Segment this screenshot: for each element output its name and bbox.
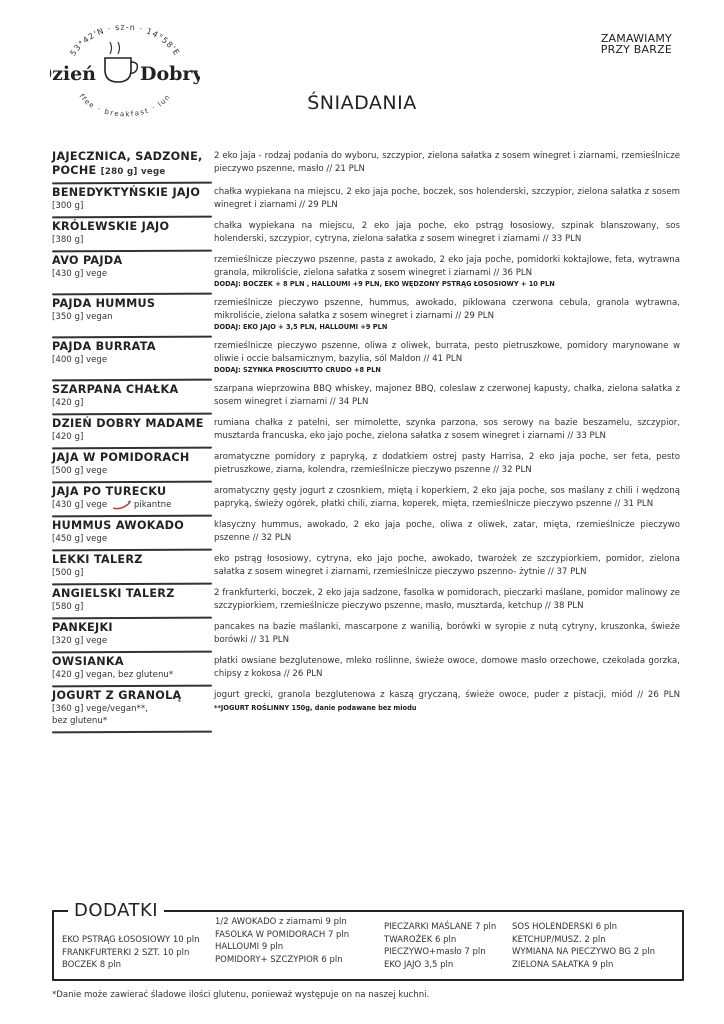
order-at-bar-note [601, 33, 672, 55]
gluten-footnote: *Danie może zawierać śladowe ilości glutenu, ponieważ występuje on na naszej kuchni. [52, 990, 430, 1000]
item-separator [52, 481, 212, 484]
dish-name: SZARPANA CHAŁKA [52, 383, 179, 396]
item-separator [52, 413, 212, 416]
dish-weight-line-2: bez glutenu* [52, 716, 108, 726]
dodatki-column-1 [62, 934, 200, 972]
item-separator [52, 336, 212, 339]
dish-description-text: 2 frankfurterki, boczek, 2 eko jaja sadzone, fasolka w pomidorach, pieczarki maślane, pomidor malinowy ze szczypiorkiem, rzemieślnicze pieczywo pszenne, masło, musztarda, ketchup // 38 PLN [214, 588, 680, 611]
menu-item-left [52, 587, 212, 613]
order-line-2: PRZY BARZE [600, 43, 672, 56]
item-separator [52, 447, 212, 450]
dish-description [214, 150, 680, 178]
dish-name: OWSIANKA [52, 655, 124, 668]
dish-description-text: szarpana wieprzowina BBQ whiskey, majonez BBQ, coleslaw z czerwonej kapusty, chałka, zielona sałatka z sosem winegret i ziarnami // 34 PLN [214, 384, 680, 407]
item-separator [52, 731, 212, 734]
dish-description [214, 383, 680, 409]
dish-weight: [580 g] [52, 602, 84, 612]
dish-weight: [500 g] [52, 568, 84, 578]
menu-item-left [52, 186, 212, 212]
menu-item [52, 689, 680, 735]
dish-description-text: jogurt grecki, granola bezglutenowa z kaszą gryczaną, świeże owoce, puder z pistacji, miód // 26 PLN [214, 690, 680, 700]
dish-description-text: płatki owsiane bezglutenowe, mleko roślinne, świeże owoce, domowe masło orzechowe, czekolada gorzka, chipsy z kokosa // 26 PLN [214, 656, 680, 679]
dish-weight: [280 g] vege [100, 167, 166, 177]
dish-name: KRÓLEWSKIE JAJO [52, 220, 170, 233]
item-separator [52, 549, 212, 552]
item-separator [52, 617, 212, 620]
dish-description [214, 587, 680, 613]
dish-name: PAJDA BURRATA [52, 340, 156, 353]
dish-weight: [350 g] vegan [52, 312, 113, 322]
page-title: ŚNIADANIA [307, 92, 417, 114]
svg-text:Dzień: zień [52, 63, 96, 85]
menu-item [52, 186, 680, 220]
menu-item-left [52, 150, 212, 178]
menu-item [52, 553, 680, 587]
dish-addons: DODAJ: EKO JAJO + 3,5 PLN, HALLOUMI +9 PLN [214, 323, 388, 331]
dodatki-column-3 [384, 921, 496, 971]
menu-item [52, 340, 680, 383]
dish-name: DZIEŃ DOBRY MADAME [52, 417, 204, 430]
menu-item [52, 150, 680, 186]
dish-name: BENEDYKTYŃSKIE JAJO [52, 186, 201, 199]
menu-item [52, 655, 680, 689]
dish-weight: [420 g] [52, 398, 84, 408]
dish-description [214, 220, 680, 246]
menu-item-left [52, 340, 212, 375]
dish-name: HUMMUS AWOKADO [52, 519, 185, 532]
dish-weight: [360 g] vege/vegan**, [52, 704, 148, 714]
dish-name: PAJDA HUMMUS [52, 297, 156, 310]
dodatki-column-2 [215, 916, 349, 966]
item-separator [52, 250, 212, 253]
dish-weight: [420 g] [52, 432, 84, 442]
dish-name: JAJA PO TURECKU [52, 485, 167, 498]
item-separator [52, 515, 212, 518]
dish-description-text: chałka wypiekana na miejscu, 2 eko jaja poche, eko pstrąg łososiowy, szpinak blanszowany, sos holenderski, szczypior, cytryna, zielona sałatka z sosem winegret i ziarnami // 33 PLN [214, 221, 680, 244]
dish-description-text: rzemieślnicze pieczywo pszenne, pasta z awokado, 2 eko jaja poche, pomidorki koktajlowe, feta, wytrawna granola, mikroliście, zielona sałatka z sosem winegret i ziarnami // 36 PLN [214, 255, 680, 278]
menu-item [52, 485, 680, 519]
addon-item: BOCZEK 8 pln [62, 960, 122, 970]
svg-text:coffee · breakfast · lunch: ffee · breakfast · lun [77, 92, 173, 119]
dish-description-text: eko pstrąg łososiowy, cytryna, eko jajo poche, awokado, twarożek ze szczypiorkiem, pomidor, zielona sałatka z sosem winegret i ziarnami, rzemieślnicze pieczywo pszenno- żytnie // 37 PLN [214, 554, 680, 577]
addon-item: SOS HOLENDERSKI 6 pln [512, 922, 617, 932]
dish-description-text: pancakes na bazie maślanki, mascarpone z wanilią, borówki w syropie z nutą cytryny, kruszonka, świeże borówki // 31 PLN [214, 622, 680, 645]
addon-item: KETCHUP/MUSZ. 2 pln [512, 934, 606, 945]
dish-description-text: chałka wypiekana na miejscu, 2 eko jaja poche, boczek, sos holenderski, szczypior, zielona sałatka z sosem winegret i ziarnami // 29 PLN [214, 187, 680, 210]
menu-item-left [52, 485, 212, 511]
dish-name: ANGIELSKI TALERZ [52, 587, 175, 600]
svg-text:Dobry: Dobry [140, 63, 200, 85]
menu-list [52, 150, 680, 735]
menu-item [52, 383, 680, 417]
addon-item: TWAROŻEK 6 pln [384, 934, 457, 945]
menu-item [52, 621, 680, 655]
addon-item: POMIDORY+ SZCZYPIOR 6 pln [215, 954, 343, 965]
dish-description-text: 2 eko jaja - rodzaj podania do wyboru, szczypior, zielona sałatka z sosem winegret i ziarnami, rzemieślnicze pieczywo pszenne, masło // 21 PLN [214, 151, 680, 174]
menu-item [52, 587, 680, 621]
dodatki-box [52, 900, 684, 981]
dish-description-text: aromatyczny gęsty jogurt z czosnkiem, miętą i koperkiem, 2 eko jaja poche, sos maślany z chili i wędzoną papryką, świeży ogórek, płatki chili, ziarna, koperek, mięta, rzemieślnicze pieczywo pszenne // 31 PLN [214, 486, 680, 509]
menu-item-left [52, 297, 212, 332]
dish-description-text: rzemieślnicze pieczywo pszenne, oliwa z oliwek, burrata, pesto pietruszkowe, pomidory marynowane w oliwie i occie balsamicznym, bazylia, sól Maldon // 41 PLN [214, 341, 680, 364]
dish-name-line-2: POCHE [280 g] vege [52, 164, 166, 177]
dish-weight: [400 g] vege [52, 355, 108, 365]
menu-item-left [52, 451, 212, 477]
dodatki-column-4 [512, 921, 655, 971]
menu-item-left [52, 553, 212, 579]
dish-description [214, 297, 680, 332]
item-separator [52, 182, 212, 185]
addon-item: 1/2 AWOKADO z ziarnami 9 pln [215, 917, 347, 927]
addon-item: FASOLKA W POMIDORACH 7 pln [215, 929, 350, 940]
menu-item [52, 254, 680, 297]
menu-item-left [52, 220, 212, 246]
dish-name: PANKEJKI [52, 621, 113, 634]
dish-weight: [430 g] vege [52, 269, 108, 279]
menu-item [52, 451, 680, 485]
dish-description [214, 340, 680, 375]
addon-item: PIECZYWO+masło 7 pln [384, 947, 486, 957]
menu-item-left [52, 621, 212, 647]
item-separator [52, 583, 212, 586]
dish-description-text: rumiana chałka z patelni, ser mimolette, szynka parzona, sos serowy na bazie beszamelu, szczypior, musztarda francuska, eko jajo poche, zielona sałatka z sosem winegret i ziarnami // 33 PLN [214, 418, 680, 441]
menu-item-left [52, 689, 212, 727]
item-separator [52, 293, 212, 296]
dish-weight: [300 g] [52, 201, 84, 211]
dish-weight: [420 g] vegan, bez glutenu* [52, 670, 174, 680]
menu-item-left [52, 254, 212, 289]
menu-item-left [52, 383, 212, 409]
item-separator [52, 651, 212, 654]
item-separator [52, 685, 212, 688]
dish-description-text: aromatyczne pomidory z papryką, z dodatkiem ostrej pasty Harrisa, 2 eko jaja poche, ser feta, pesto pietruszkowe, ziarna, kolendra, rzemieślnicze pieczywo pszenne // 32 PLN [214, 452, 680, 475]
chili-icon [112, 500, 132, 510]
dish-note: **JOGURT ROŚLINNY 150g, danie podawane bez miodu [214, 703, 417, 712]
addon-item: ZIELONA SAŁATKA 9 pln [512, 959, 614, 970]
menu-item-left [52, 417, 212, 443]
dish-weight: [500 g] vege [52, 466, 108, 476]
addon-item: EKO PSTRĄG ŁOSOSIOWY 10 pln [62, 935, 200, 945]
order-line-1: ZAMAWIAMY [600, 32, 672, 45]
dodatki-title: DODATKI [68, 900, 164, 921]
dish-weight: [320 g] vege [52, 636, 108, 646]
item-separator [52, 379, 212, 382]
dish-weight: [380 g] [52, 235, 84, 245]
dish-weight: [450 g] vege [52, 534, 108, 544]
dish-description-text: klasyczny hummus, awokado, 2 eko jaja poche, oliwa z oliwek, zatar, mięta, rzemieślnicze pieczywo pszenne // 32 PLN [214, 520, 680, 543]
dish-description [214, 254, 680, 289]
dish-name: JAJA W POMIDORACH [52, 451, 190, 464]
dish-name: AVO PAJDA [52, 254, 123, 267]
menu-item [52, 297, 680, 340]
dish-description [214, 451, 680, 477]
svg-text:53°42'N · sz-n · 14°58'E: 53°42'N · sz-n · 14°58'E [68, 22, 182, 58]
dish-name: JAJECZNICA, SADZONE, [52, 150, 203, 163]
addon-item: PIECZARKI MAŚLANE 7 pln [384, 922, 497, 932]
dish-description [214, 417, 680, 443]
dish-description [214, 621, 680, 647]
spicy-label: pikantne [133, 500, 172, 510]
menu-item [52, 519, 680, 553]
menu-item [52, 220, 680, 254]
dish-description [214, 186, 680, 212]
dish-name: LEKKI TALERZ [52, 553, 143, 566]
dish-name: JOGURT Z GRANOLĄ [52, 689, 182, 702]
item-separator [52, 216, 212, 219]
addon-item: EKO JAJO 3,5 pln [384, 959, 454, 970]
dish-weight: [430 g] vege pikantne [52, 500, 172, 510]
dish-description [214, 689, 680, 727]
addon-item: HALLOUMI 9 pln [215, 942, 284, 952]
dish-description [214, 519, 680, 545]
menu-item-left [52, 655, 212, 681]
menu-item-left [52, 519, 212, 545]
dish-description [214, 485, 680, 511]
dish-description [214, 655, 680, 681]
addon-item: FRANKFURTERKI 2 SZT. 10 pln [62, 947, 190, 958]
dish-description-text: rzemieślnicze pieczywo pszenne, hummus, awokado, piklowana czerwona cebula, granola wytrawna, mikroliście, zielona sałatka z sosem winegret i ziarnami // 29 PLN [214, 298, 680, 321]
addon-item: WYMIANA NA PIECZYWO BG 2 pln [512, 947, 655, 957]
dish-addons: DODAJ: SZYNKA PROSCIUTTO CRUDO +8 PLN [214, 366, 381, 374]
dish-addons: DODAJ: BOCZEK + 8 PLN , HALLOUMI +9 PLN, EKO WĘDZONY PSTRĄG ŁOSOSIOWY + 10 PLN [214, 280, 555, 288]
dish-description [214, 553, 680, 579]
menu-item [52, 417, 680, 451]
